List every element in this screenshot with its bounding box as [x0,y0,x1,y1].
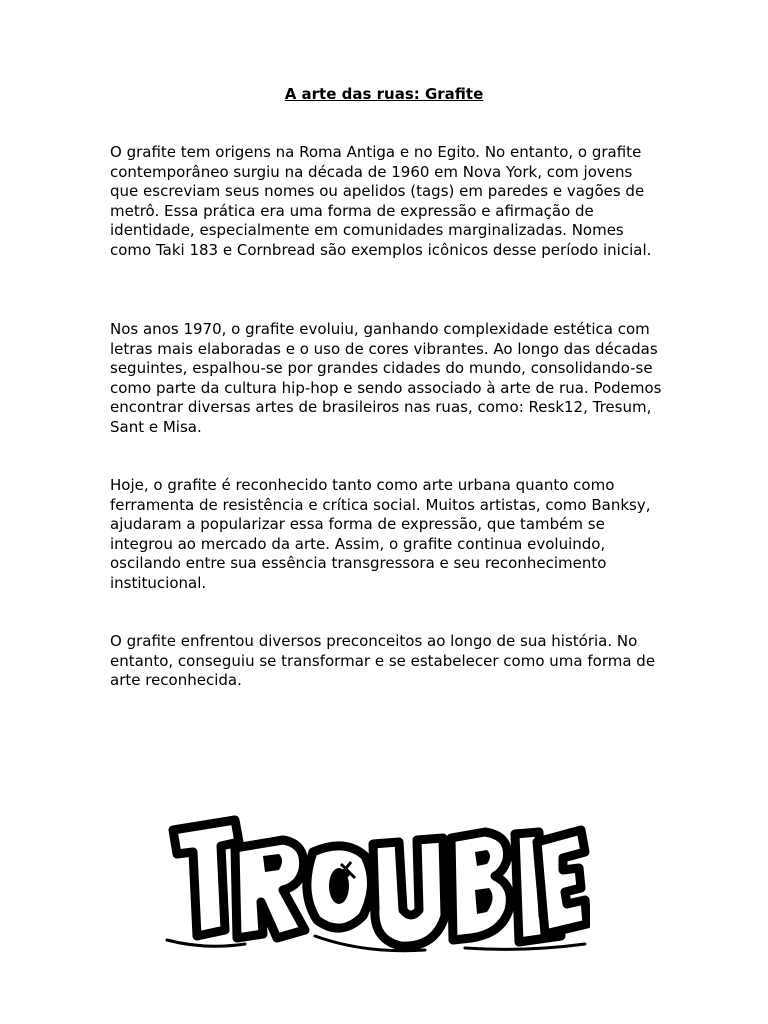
paragraph-prejudice: O grafite enfrentou diversos preconceitos ao longo de sua história. No entanto, conseguiu se transformar e se estabelecer como uma forma de arte reconhecida. [110,632,656,690]
paragraph-origins: O grafite tem origens na Roma Antiga e no Egito. No entanto, o grafite contemporâneo surgiu na década de 1960 em Nova York, com jovens que escreviam seus nomes ou apelidos (tags) em paredes e vagões de metrô. Essa prática era uma forma de expressão e afirmação de identidade, especialmente em comunidades marginalizadas. Nomes como Taki 183 e Cornbread são exemplos icônicos desse período inicial. [110,143,652,259]
paragraph-1970s: Nos anos 1970, o grafite evoluiu, ganhando complexidade estética com letras mais elaboradas e o uso de cores vibrantes. Ao longo das décadas seguintes, espalhou-se por grandes cidades do mundo, consolidando-se como parte da cultura hip-hop e sendo associado à arte de rua. Podemos encontrar diversas artes de brasileiros nas ruas, como: Resk12, Tresum, Sant e Misa. [110,320,662,436]
paragraph-today: Hoje, o grafite é reconhecido tanto como arte urbana quanto como ferramenta de resistência e crítica social. Muitos artistas, como Banksy, ajudaram a popularizar essa forma de expressão, que também se integrou ao mercado da arte. Assim, o grafite continua evoluindo, oscilando entre sua essência transgressora e seu reconhecimento institucional. [110,476,651,592]
document-title: A arte das ruas: Grafite [284,85,484,103]
graffiti-lettering-image [165,812,590,957]
